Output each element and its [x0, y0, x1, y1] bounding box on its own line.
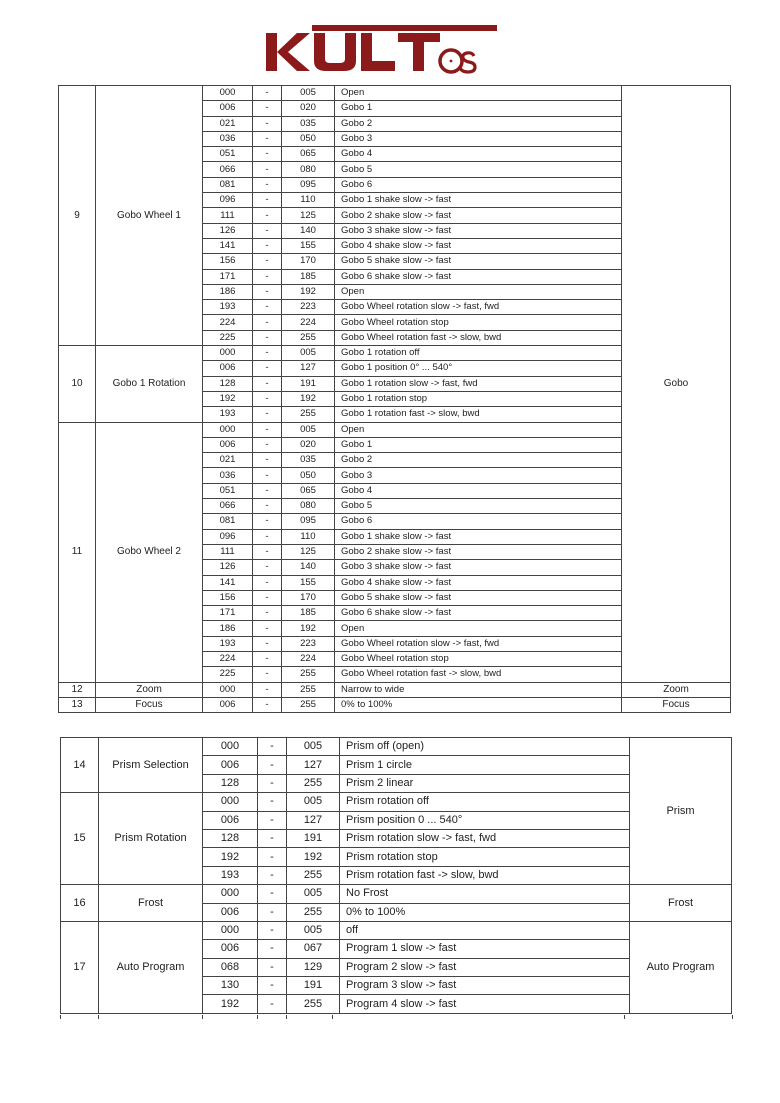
range-from-cell: 000	[203, 793, 258, 811]
range-to-cell: 035	[282, 453, 335, 468]
description-cell: Gobo 1 shake slow -> fast	[335, 193, 622, 208]
range-to-cell: 005	[282, 422, 335, 437]
range-to-cell: 095	[282, 177, 335, 192]
range-sep-cell: -	[253, 468, 282, 483]
range-to-cell: 035	[282, 116, 335, 131]
description-cell: Gobo 5	[335, 162, 622, 177]
range-to-cell: 191	[287, 829, 340, 847]
range-to-cell: 255	[282, 330, 335, 345]
range-from-cell: 068	[203, 958, 258, 976]
range-sep-cell: -	[253, 499, 282, 514]
range-sep-cell: -	[253, 300, 282, 315]
channel-name-cell: Focus	[96, 697, 203, 712]
range-from-cell: 006	[203, 697, 253, 712]
table-continuation-edge	[60, 1015, 733, 1019]
range-to-cell: 005	[282, 346, 335, 361]
range-to-cell: 080	[282, 162, 335, 177]
channel-name-cell: Gobo Wheel 2	[96, 422, 203, 682]
description-cell: Gobo 6	[335, 177, 622, 192]
description-cell: Gobo 4	[335, 483, 622, 498]
range-sep-cell: -	[253, 177, 282, 192]
range-from-cell: 036	[203, 468, 253, 483]
function-cell: Prism	[630, 738, 732, 885]
channel-name-cell: Auto Program	[99, 921, 203, 1013]
range-to-cell: 140	[282, 223, 335, 238]
range-sep-cell: -	[253, 590, 282, 605]
range-sep-cell: -	[258, 903, 287, 921]
range-to-cell: 224	[282, 315, 335, 330]
range-to-cell: 155	[282, 238, 335, 253]
range-to-cell: 170	[282, 254, 335, 269]
channel-number-cell: 12	[59, 682, 96, 697]
range-from-cell: 006	[203, 361, 253, 376]
dmx-channel-table-1	[58, 85, 731, 713]
description-cell: Open	[335, 284, 622, 299]
range-from-cell: 006	[203, 101, 253, 116]
range-to-cell: 050	[282, 468, 335, 483]
range-sep-cell: -	[253, 391, 282, 406]
description-cell: Program 3 slow -> fast	[340, 977, 630, 995]
range-from-cell: 141	[203, 238, 253, 253]
range-from-cell: 171	[203, 269, 253, 284]
range-from-cell: 000	[203, 682, 253, 697]
description-cell: Gobo Wheel rotation stop	[335, 651, 622, 666]
range-sep-cell: -	[258, 848, 287, 866]
kultos-logo-graphic	[262, 22, 502, 80]
range-from-cell: 006	[203, 811, 258, 829]
description-cell: Gobo 3 shake slow -> fast	[335, 560, 622, 575]
range-from-cell: 000	[203, 738, 258, 756]
range-sep-cell: -	[258, 958, 287, 976]
description-cell: Gobo 1 rotation slow -> fast, fwd	[335, 376, 622, 391]
table-row	[61, 738, 732, 756]
description-cell: Gobo 1	[335, 437, 622, 452]
range-sep-cell: -	[253, 315, 282, 330]
range-sep-cell: -	[258, 811, 287, 829]
range-from-cell: 192	[203, 848, 258, 866]
channel-number-cell: 9	[59, 86, 96, 346]
description-cell: Open	[335, 621, 622, 636]
range-from-cell: 000	[203, 422, 253, 437]
description-cell: Gobo 6	[335, 514, 622, 529]
range-to-cell: 067	[287, 940, 340, 958]
description-cell: off	[340, 921, 630, 939]
range-sep-cell: -	[253, 560, 282, 575]
range-sep-cell: -	[258, 756, 287, 774]
range-from-cell: 081	[203, 514, 253, 529]
range-sep-cell: -	[253, 453, 282, 468]
range-sep-cell: -	[253, 529, 282, 544]
range-to-cell: 255	[282, 667, 335, 682]
range-sep-cell: -	[253, 330, 282, 345]
range-to-cell: 223	[282, 636, 335, 651]
range-to-cell: 185	[282, 269, 335, 284]
range-sep-cell: -	[258, 774, 287, 792]
description-cell: No Frost	[340, 885, 630, 903]
description-cell: Gobo 6 shake slow -> fast	[335, 606, 622, 621]
range-from-cell: 006	[203, 903, 258, 921]
range-to-cell: 125	[282, 544, 335, 559]
function-cell: Zoom	[622, 682, 731, 697]
range-to-cell: 255	[287, 866, 340, 884]
channel-number-cell: 11	[59, 422, 96, 682]
range-sep-cell: -	[253, 361, 282, 376]
description-cell: Prism position 0 ... 540°	[340, 811, 630, 829]
range-from-cell: 021	[203, 453, 253, 468]
range-sep-cell: -	[253, 437, 282, 452]
table-row	[59, 86, 731, 101]
range-to-cell: 080	[282, 499, 335, 514]
function-cell: Gobo	[622, 86, 731, 683]
description-cell: Gobo 5 shake slow -> fast	[335, 590, 622, 605]
range-from-cell: 186	[203, 621, 253, 636]
range-from-cell: 128	[203, 774, 258, 792]
channel-name-cell: Prism Selection	[99, 738, 203, 793]
range-to-cell: 191	[287, 977, 340, 995]
range-sep-cell: -	[253, 346, 282, 361]
table-row	[59, 682, 731, 697]
range-sep-cell: -	[253, 193, 282, 208]
description-cell: Gobo 4	[335, 147, 622, 162]
function-cell: Frost	[630, 885, 732, 922]
description-cell: Gobo 5 shake slow -> fast	[335, 254, 622, 269]
channel-name-cell: Gobo 1 Rotation	[96, 346, 203, 422]
channel-number-cell: 16	[61, 885, 99, 922]
description-cell: 0% to 100%	[340, 903, 630, 921]
range-to-cell: 255	[282, 682, 335, 697]
range-to-cell: 005	[287, 793, 340, 811]
range-to-cell: 065	[282, 483, 335, 498]
description-cell: Gobo 6 shake slow -> fast	[335, 269, 622, 284]
range-sep-cell: -	[258, 921, 287, 939]
range-sep-cell: -	[253, 101, 282, 116]
description-cell: Prism rotation stop	[340, 848, 630, 866]
range-to-cell: 155	[282, 575, 335, 590]
channel-name-cell: Gobo Wheel 1	[96, 86, 203, 346]
description-cell: Gobo 1	[335, 101, 622, 116]
range-from-cell: 066	[203, 499, 253, 514]
range-sep-cell: -	[253, 147, 282, 162]
range-to-cell: 185	[282, 606, 335, 621]
description-cell: Gobo 2	[335, 453, 622, 468]
range-to-cell: 192	[282, 621, 335, 636]
channel-number-cell: 14	[61, 738, 99, 793]
range-sep-cell: -	[253, 636, 282, 651]
description-cell: Gobo 1 rotation fast -> slow, bwd	[335, 407, 622, 422]
description-cell: Gobo 3	[335, 468, 622, 483]
range-to-cell: 255	[282, 697, 335, 712]
range-sep-cell: -	[253, 238, 282, 253]
range-from-cell: 225	[203, 330, 253, 345]
range-from-cell: 193	[203, 866, 258, 884]
range-to-cell: 110	[282, 529, 335, 544]
range-sep-cell: -	[253, 86, 282, 101]
range-from-cell: 066	[203, 162, 253, 177]
description-cell: Prism off (open)	[340, 738, 630, 756]
range-sep-cell: -	[253, 697, 282, 712]
description-cell: Gobo 3	[335, 131, 622, 146]
description-cell: Prism rotation slow -> fast, fwd	[340, 829, 630, 847]
range-from-cell: 006	[203, 437, 253, 452]
range-sep-cell: -	[253, 483, 282, 498]
range-from-cell: 111	[203, 208, 253, 223]
range-from-cell: 051	[203, 483, 253, 498]
range-to-cell: 065	[282, 147, 335, 162]
range-from-cell: 193	[203, 407, 253, 422]
range-from-cell: 192	[203, 995, 258, 1013]
range-from-cell: 128	[203, 829, 258, 847]
range-to-cell: 255	[282, 407, 335, 422]
range-sep-cell: -	[253, 651, 282, 666]
range-sep-cell: -	[253, 407, 282, 422]
range-sep-cell: -	[253, 269, 282, 284]
range-sep-cell: -	[253, 667, 282, 682]
range-to-cell: 110	[282, 193, 335, 208]
function-cell: Auto Program	[630, 921, 732, 1013]
range-to-cell: 127	[287, 811, 340, 829]
range-sep-cell: -	[258, 738, 287, 756]
range-to-cell: 050	[282, 131, 335, 146]
kultos-logo	[262, 22, 502, 80]
description-cell: Gobo 4 shake slow -> fast	[335, 575, 622, 590]
channel-name-cell: Prism Rotation	[99, 793, 203, 885]
description-cell: Gobo Wheel rotation slow -> fast, fwd	[335, 636, 622, 651]
channel-name-cell: Frost	[99, 885, 203, 922]
range-sep-cell: -	[253, 514, 282, 529]
range-sep-cell: -	[253, 116, 282, 131]
range-to-cell: 192	[282, 391, 335, 406]
description-cell: Gobo Wheel rotation slow -> fast, fwd	[335, 300, 622, 315]
description-cell: Prism rotation off	[340, 793, 630, 811]
range-to-cell: 129	[287, 958, 340, 976]
range-from-cell: 000	[203, 885, 258, 903]
range-sep-cell: -	[253, 208, 282, 223]
range-from-cell: 006	[203, 940, 258, 958]
range-sep-cell: -	[258, 885, 287, 903]
range-from-cell: 225	[203, 667, 253, 682]
range-sep-cell: -	[258, 829, 287, 847]
range-from-cell: 224	[203, 315, 253, 330]
description-cell: Prism 2 linear	[340, 774, 630, 792]
range-to-cell: 255	[287, 774, 340, 792]
description-cell: Program 1 slow -> fast	[340, 940, 630, 958]
range-to-cell: 095	[282, 514, 335, 529]
description-cell: Open	[335, 86, 622, 101]
description-cell: Prism 1 circle	[340, 756, 630, 774]
range-to-cell: 005	[287, 885, 340, 903]
range-sep-cell: -	[253, 162, 282, 177]
range-from-cell: 186	[203, 284, 253, 299]
channel-number-cell: 15	[61, 793, 99, 885]
description-cell: Gobo 2	[335, 116, 622, 131]
dmx-channel-table-2	[60, 737, 732, 1014]
range-from-cell: 021	[203, 116, 253, 131]
range-to-cell: 191	[282, 376, 335, 391]
description-cell: Gobo 1 rotation stop	[335, 391, 622, 406]
range-sep-cell: -	[253, 606, 282, 621]
description-cell: Open	[335, 422, 622, 437]
range-from-cell: 156	[203, 590, 253, 605]
range-sep-cell: -	[258, 995, 287, 1013]
range-from-cell: 000	[203, 346, 253, 361]
description-cell: Gobo 3 shake slow -> fast	[335, 223, 622, 238]
range-to-cell: 127	[282, 361, 335, 376]
range-to-cell: 192	[282, 284, 335, 299]
description-cell: Program 4 slow -> fast	[340, 995, 630, 1013]
range-sep-cell: -	[253, 621, 282, 636]
range-sep-cell: -	[253, 131, 282, 146]
range-from-cell: 000	[203, 921, 258, 939]
channel-number-cell: 13	[59, 697, 96, 712]
channel-name-cell: Zoom	[96, 682, 203, 697]
description-cell: Prism rotation fast -> slow, bwd	[340, 866, 630, 884]
channel-number-cell: 10	[59, 346, 96, 422]
range-from-cell: 000	[203, 86, 253, 101]
description-cell: Gobo 5	[335, 499, 622, 514]
range-to-cell: 192	[287, 848, 340, 866]
range-sep-cell: -	[253, 223, 282, 238]
range-from-cell: 130	[203, 977, 258, 995]
range-sep-cell: -	[253, 682, 282, 697]
description-cell: Gobo 1 position 0° ... 540°	[335, 361, 622, 376]
function-cell: Focus	[622, 697, 731, 712]
description-cell: Narrow to wide	[335, 682, 622, 697]
range-from-cell: 171	[203, 606, 253, 621]
range-to-cell: 224	[282, 651, 335, 666]
range-to-cell: 020	[282, 437, 335, 452]
range-to-cell: 005	[287, 921, 340, 939]
description-cell: Gobo 4 shake slow -> fast	[335, 238, 622, 253]
table-row	[61, 921, 732, 939]
range-sep-cell: -	[253, 544, 282, 559]
range-sep-cell: -	[258, 793, 287, 811]
range-to-cell: 223	[282, 300, 335, 315]
range-from-cell: 156	[203, 254, 253, 269]
description-cell: 0% to 100%	[335, 697, 622, 712]
range-sep-cell: -	[253, 284, 282, 299]
range-from-cell: 126	[203, 560, 253, 575]
range-to-cell: 127	[287, 756, 340, 774]
channel-number-cell: 17	[61, 921, 99, 1013]
description-cell: Gobo 1 shake slow -> fast	[335, 529, 622, 544]
range-from-cell: 128	[203, 376, 253, 391]
range-to-cell: 005	[287, 738, 340, 756]
range-from-cell: 081	[203, 177, 253, 192]
description-cell: Gobo 2 shake slow -> fast	[335, 544, 622, 559]
description-cell: Gobo Wheel rotation fast -> slow, bwd	[335, 667, 622, 682]
description-cell: Gobo 2 shake slow -> fast	[335, 208, 622, 223]
range-to-cell: 255	[287, 995, 340, 1013]
range-to-cell: 140	[282, 560, 335, 575]
range-from-cell: 192	[203, 391, 253, 406]
range-from-cell: 141	[203, 575, 253, 590]
range-to-cell: 125	[282, 208, 335, 223]
range-from-cell: 096	[203, 529, 253, 544]
range-from-cell: 193	[203, 300, 253, 315]
range-from-cell: 051	[203, 147, 253, 162]
range-to-cell: 005	[282, 86, 335, 101]
range-sep-cell: -	[253, 376, 282, 391]
range-sep-cell: -	[258, 940, 287, 958]
table-row	[59, 697, 731, 712]
range-to-cell: 170	[282, 590, 335, 605]
range-from-cell: 224	[203, 651, 253, 666]
range-sep-cell: -	[258, 866, 287, 884]
description-cell: Gobo Wheel rotation stop	[335, 315, 622, 330]
range-sep-cell: -	[253, 422, 282, 437]
range-from-cell: 193	[203, 636, 253, 651]
range-from-cell: 111	[203, 544, 253, 559]
description-cell: Gobo Wheel rotation fast -> slow, bwd	[335, 330, 622, 345]
range-sep-cell: -	[253, 575, 282, 590]
table-row	[61, 885, 732, 903]
range-from-cell: 096	[203, 193, 253, 208]
range-from-cell: 126	[203, 223, 253, 238]
range-from-cell: 036	[203, 131, 253, 146]
range-sep-cell: -	[253, 254, 282, 269]
range-from-cell: 006	[203, 756, 258, 774]
description-cell: Gobo 1 rotation off	[335, 346, 622, 361]
description-cell: Program 2 slow -> fast	[340, 958, 630, 976]
range-to-cell: 255	[287, 903, 340, 921]
range-sep-cell: -	[258, 977, 287, 995]
range-to-cell: 020	[282, 101, 335, 116]
